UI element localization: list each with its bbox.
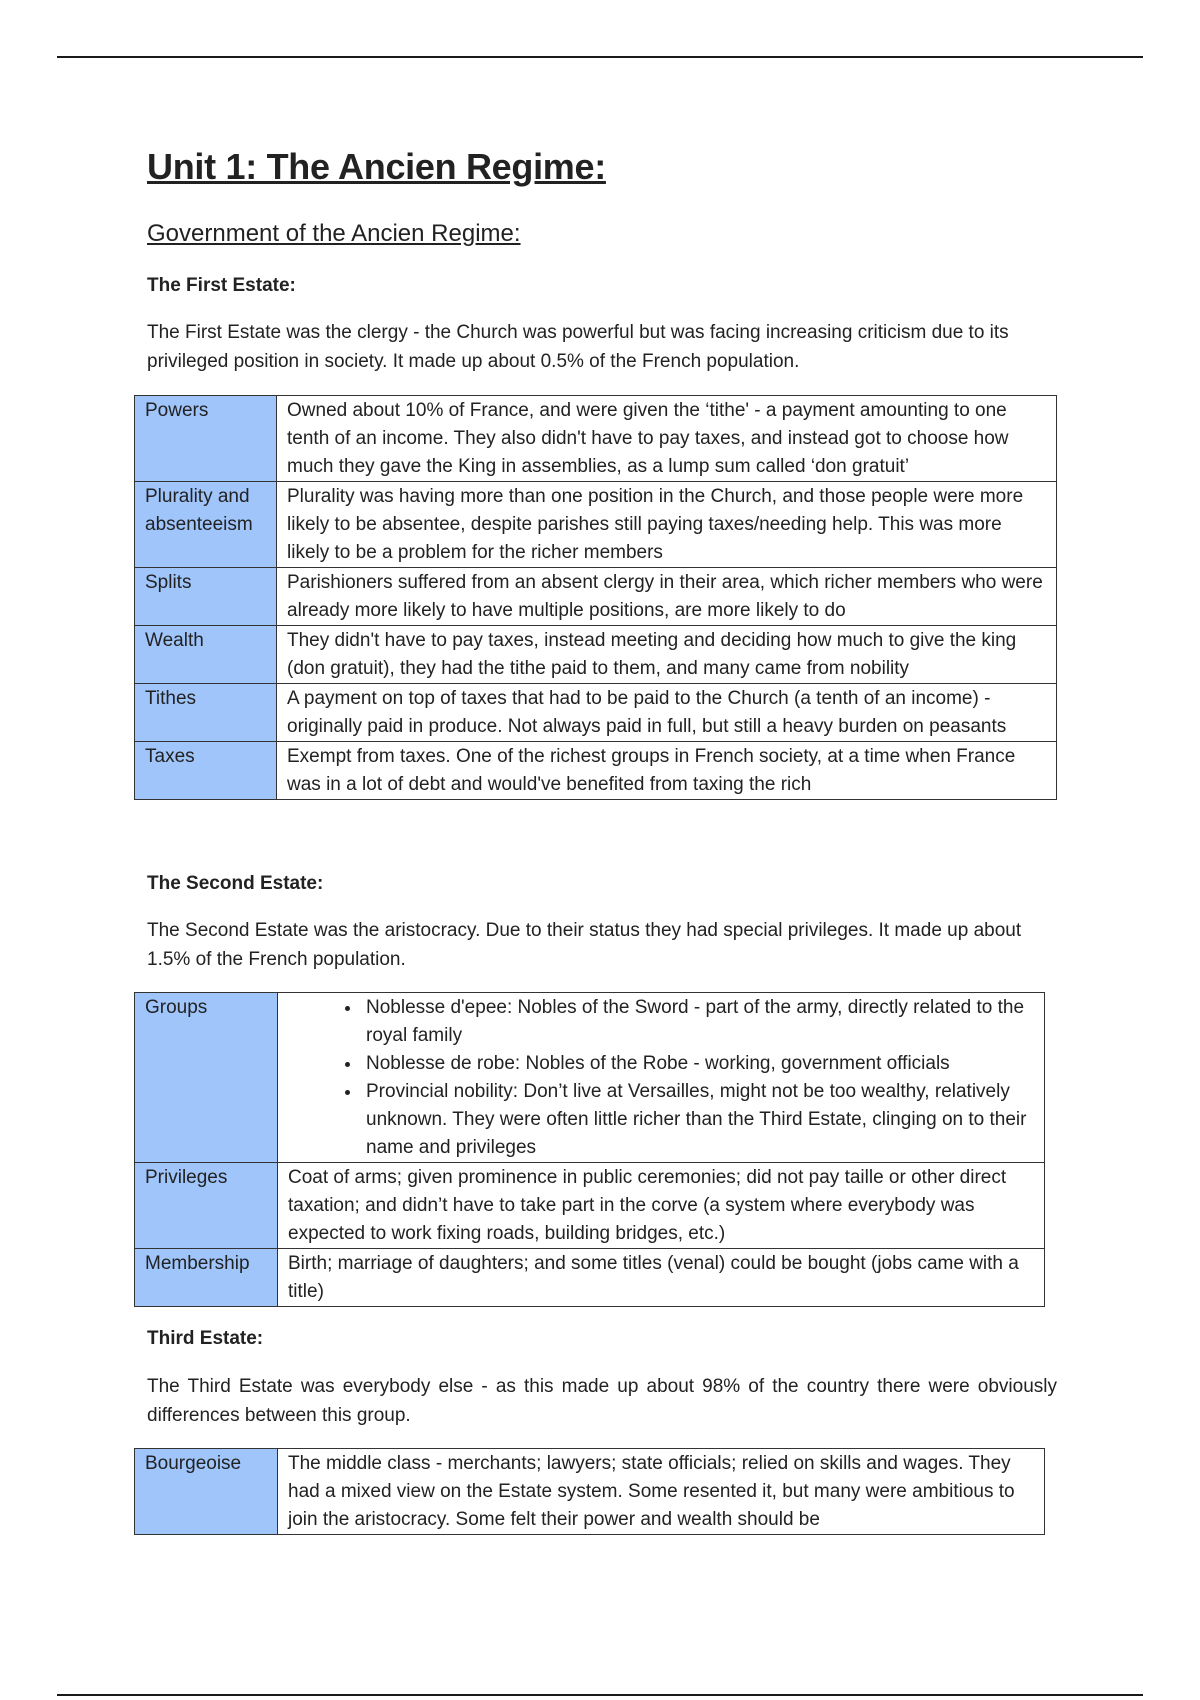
row-label: Tithes [135, 684, 277, 742]
first-estate-heading: The First Estate: [147, 275, 296, 296]
bottom-rule [57, 1694, 1143, 1696]
table-row [135, 684, 1057, 742]
table-row [135, 396, 1057, 482]
first-estate-intro: The First Estate was the clergy - the Church was powerful but was facing increasing criticism due to its privileged position in society. It made up about 0.5% of the French population. [147, 322, 1009, 372]
row-text: Plurality was having more than one position in the Church, and those people were more likely to be absentee, despite parishes still paying taxes/needing help. This was more likely to be a problem for the richer members [277, 482, 1057, 568]
second-estate-heading: The Second Estate: [147, 873, 324, 894]
page-subtitle: Government of the Ancien Regime: [147, 220, 521, 247]
second-estate-intro: The Second Estate was the aristocracy. Due to their status they had special privileges. It made up about 1.5% of the French population. [147, 920, 1022, 970]
row-text: Birth; marriage of daughters; and some titles (venal) could be bought (jobs came with a title) [278, 1249, 1045, 1307]
table-row [135, 1449, 1045, 1535]
list-item: • Provincial nobility: Don’t live at Versailles, might not be too wealthy, relatively unknown. They were often little richer than the Third Estate, clinging on to their name and privileges [362, 1078, 1036, 1162]
table-row [135, 993, 1045, 1163]
table-row [135, 1163, 1045, 1249]
row-label: Splits [135, 568, 277, 626]
table-row [135, 742, 1057, 800]
third-estate-heading: Third Estate: [147, 1328, 264, 1349]
top-rule [57, 56, 1143, 58]
row-label: Privileges [135, 1163, 278, 1249]
row-text: Coat of arms; given prominence in public ceremonies; did not pay taille or other direct taxation; and didn’t have to take part in the corve (a system where everybody was expected to work fixing roads, building bridges, etc.) [278, 1163, 1045, 1249]
third-estate-intro: The Third Estate was everybody else - as this made up about 98% of the country there were obviously differences between this group. [147, 1376, 1057, 1426]
list-item: • Noblesse d'epee: Nobles of the Sword - part of the army, directly related to the royal family [362, 994, 1036, 1050]
table-row [135, 482, 1057, 568]
row-label: Wealth [135, 626, 277, 684]
second-estate-table [134, 992, 1045, 1307]
row-text: The middle class - merchants; lawyers; state officials; relied on skills and wages. They had a mixed view on the Estate system. Some resented it, but many were ambitious to join the aristocracy. Some felt their power and wealth should be [278, 1449, 1045, 1535]
row-text: They didn't have to pay taxes, instead meeting and deciding how much to give the king (don gratuit), they had the tithe paid to them, and many came from nobility [277, 626, 1057, 684]
row-label: Membership [135, 1249, 278, 1307]
page-title: Unit 1: The Ancien Regime: [147, 146, 606, 187]
first-estate-table [134, 395, 1057, 800]
row-label: Groups [135, 993, 278, 1163]
table-row [135, 568, 1057, 626]
row-text: Owned about 10% of France, and were given the ‘tithe' - a payment amounting to one tenth of an income. They also didn't have to pay taxes, and instead got to choose how much they gave the King in assemblies, as a lump sum called ‘don gratuit’ [277, 396, 1057, 482]
row-label: Powers [135, 396, 277, 482]
third-estate-table [134, 1448, 1045, 1535]
row-label: Plurality and absenteeism [135, 482, 277, 568]
list-item: • Noblesse de robe: Nobles of the Robe - working, government officials [362, 1050, 1036, 1078]
row-label: Taxes [135, 742, 277, 800]
row-text: Exempt from taxes. One of the richest groups in French society, at a time when France was in a lot of debt and would've benefited from taxing the rich [277, 742, 1057, 800]
row-text: Parishioners suffered from an absent clergy in their area, which richer members who were already more likely to have multiple positions, are more likely to do [277, 568, 1057, 626]
table-row [135, 626, 1057, 684]
groups-list-cell [278, 993, 1045, 1163]
row-label: Bourgeoise [135, 1449, 278, 1535]
table-row [135, 1249, 1045, 1307]
row-text: A payment on top of taxes that had to be paid to the Church (a tenth of an income) - originally paid in produce. Not always paid in full, but still a heavy burden on peasants [277, 684, 1057, 742]
groups-list [288, 994, 1036, 1162]
